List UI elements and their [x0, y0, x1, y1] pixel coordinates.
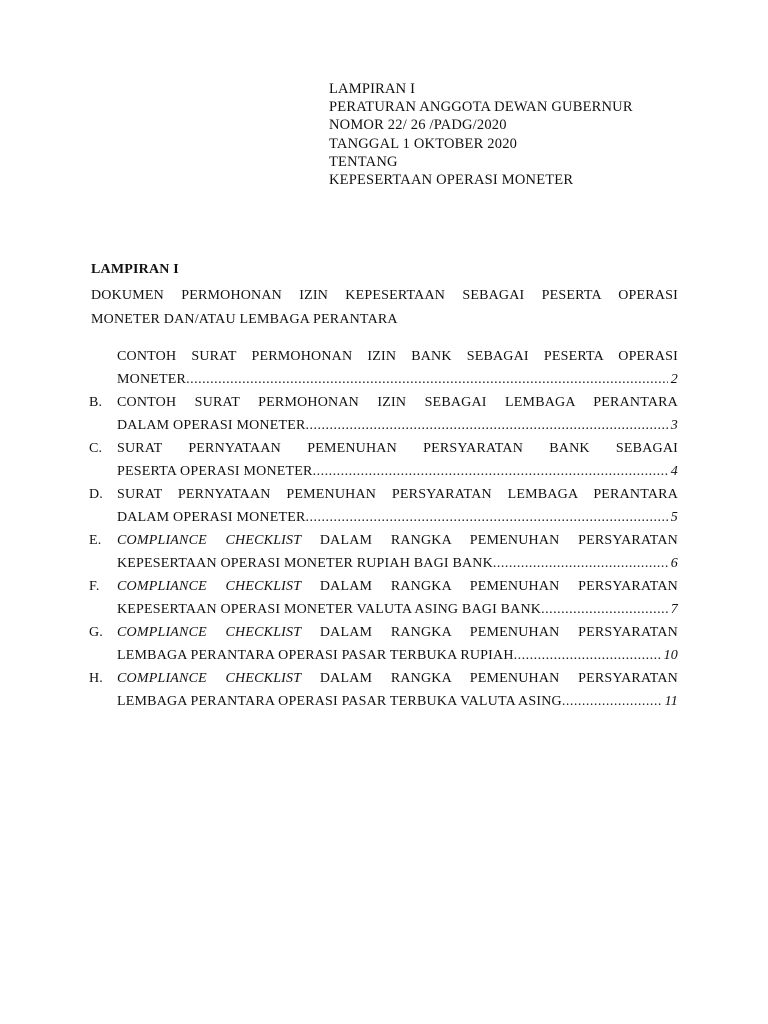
section-intro: [91, 284, 678, 332]
toc-entry[interactable]: [89, 667, 678, 713]
toc-title-line2: KEPESERTAAN OPERASI MONETER RUPIAH BAGI BANK ..... 6: [117, 552, 678, 575]
leader-dots: [514, 644, 661, 667]
toc-marker: B.: [89, 395, 103, 410]
toc-entry[interactable]: [89, 391, 678, 437]
section-title: LAMPIRAN I: [91, 262, 179, 277]
toc-page-number: 2: [670, 372, 678, 387]
header-line: TENTANG: [329, 153, 398, 170]
toc-entry[interactable]: [89, 483, 678, 529]
toc-marker: D.: [89, 487, 104, 502]
toc-entry[interactable]: [89, 529, 678, 575]
header-line: PERATURAN ANGGOTA DEWAN GUBERNUR: [329, 99, 633, 116]
table-of-contents: [89, 345, 678, 713]
toc-page-number: 7: [670, 602, 678, 617]
italic-term: COMPLIANCE CHECKLIST: [117, 671, 302, 686]
leader-dots: [562, 690, 662, 713]
toc-title-line1: COMPLIANCE CHECKLIST DALAM RANGKA PEMENUHAN PERSYARATAN: [117, 625, 678, 640]
toc-title-line2: KEPESERTAAN OPERASI MONETER VALUTA ASING BAGI BANK ..... 7: [117, 598, 678, 621]
leader-dots: [306, 414, 668, 437]
toc-page-number: 10: [663, 648, 678, 663]
leader-dots: [186, 368, 668, 391]
header-line: NOMOR 22/ 26 /PADG/2020: [329, 117, 507, 134]
toc-marker: G.: [89, 625, 104, 640]
toc-marker: H.: [89, 671, 104, 686]
intro-line: DOKUMEN PERMOHONAN IZIN KEPESERTAAN SEBAGAI PESERTA OPERASI: [91, 288, 678, 303]
toc-title-line1: SURAT PERNYATAAN PEMENUHAN PERSYARATAN BANK SEBAGAI: [117, 441, 678, 456]
toc-page-number: 5: [670, 510, 678, 525]
toc-title-line2: PESERTA OPERASI MONETER ..... 4: [117, 460, 678, 483]
italic-term: COMPLIANCE CHECKLIST: [117, 579, 302, 594]
header-line: KEPESERTAAN OPERASI MONETER: [329, 172, 574, 189]
toc-page-number: 4: [670, 464, 678, 479]
header-line: LAMPIRAN I: [329, 81, 416, 97]
leader-dots: [313, 460, 668, 483]
toc-title-line1: COMPLIANCE CHECKLIST DALAM RANGKA PEMENUHAN PERSYARATAN: [117, 533, 678, 548]
toc-title-line1: CONTOH SURAT PERMOHONAN IZIN BANK SEBAGAI PESERTA OPERASI: [117, 349, 678, 364]
toc-entry[interactable]: [89, 575, 678, 621]
intro-line: MONETER DAN/ATAU LEMBAGA PERANTARA: [91, 312, 398, 327]
toc-page-number: 11: [664, 694, 678, 709]
toc-title-line1: SURAT PERNYATAAN PEMENUHAN PERSYARATAN LEMBAGA PERANTARA: [117, 487, 678, 502]
italic-term: COMPLIANCE CHECKLIST: [117, 625, 302, 640]
toc-title-line1: COMPLIANCE CHECKLIST DALAM RANGKA PEMENUHAN PERSYARATAN: [117, 579, 678, 594]
toc-title-line2: DALAM OPERASI MONETER ..... 5: [117, 506, 678, 529]
toc-marker: C.: [89, 441, 103, 456]
document-header: [329, 80, 633, 189]
toc-page-number: 3: [670, 418, 678, 433]
toc-title-line2: LEMBAGA PERANTARA OPERASI PASAR TERBUKA VALUTA ASING ..... 11: [117, 690, 678, 713]
toc-marker: F.: [89, 579, 100, 594]
leader-dots: [306, 506, 668, 529]
toc-marker: E.: [89, 533, 102, 548]
toc-entry[interactable]: [89, 621, 678, 667]
toc-title-line2: LEMBAGA PERANTARA OPERASI PASAR TERBUKA RUPIAH ..... 10: [117, 644, 678, 667]
toc-page-number: 6: [670, 556, 678, 571]
toc-title-line1: CONTOH SURAT PERMOHONAN IZIN SEBAGAI LEMBAGA PERANTARA: [117, 395, 678, 410]
leader-dots: [541, 598, 668, 621]
toc-entry[interactable]: [89, 345, 678, 391]
header-line: TANGGAL 1 OKTOBER 2020: [329, 135, 518, 152]
toc-title-line2: MONETER ..... 2: [117, 368, 678, 391]
toc-entry[interactable]: [89, 437, 678, 483]
italic-term: COMPLIANCE CHECKLIST: [117, 533, 302, 548]
toc-title-line2: DALAM OPERASI MONETER ..... 3: [117, 414, 678, 437]
leader-dots: [493, 552, 668, 575]
toc-title-line1: COMPLIANCE CHECKLIST DALAM RANGKA PEMENUHAN PERSYARATAN: [117, 671, 678, 686]
